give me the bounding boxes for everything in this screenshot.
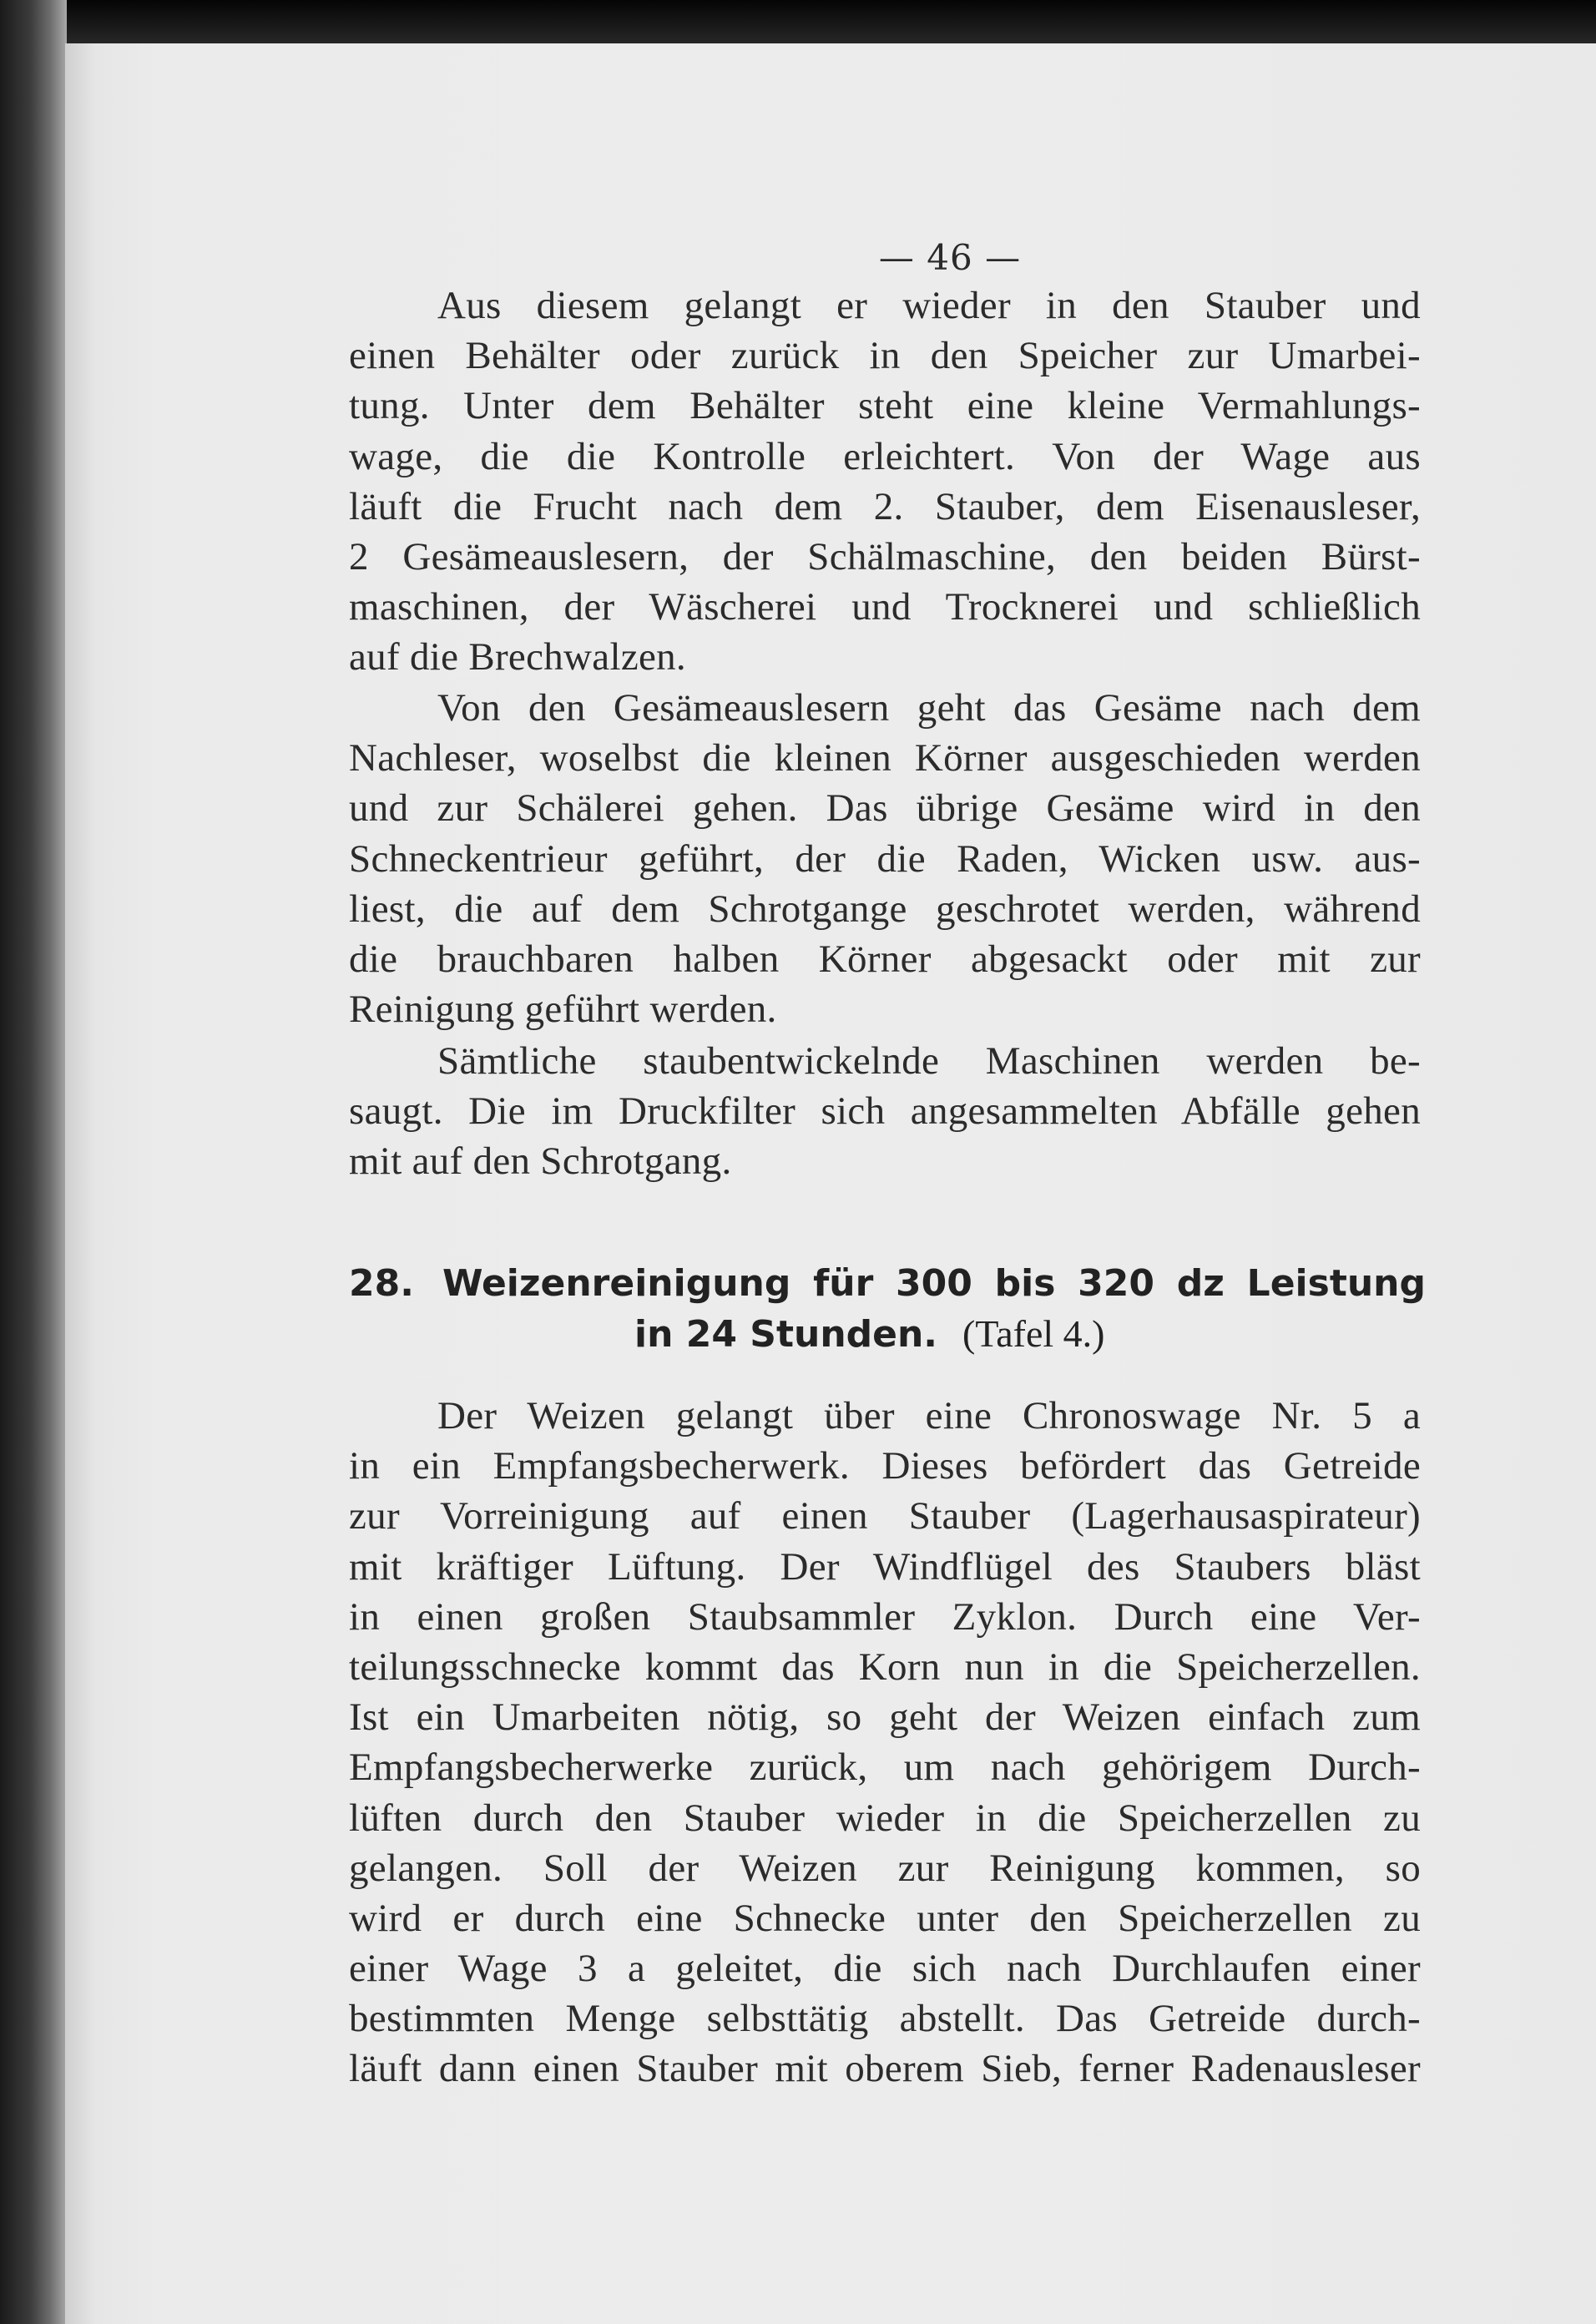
text-line: tung. Unter dem Behälter steht eine kleine Vermahlungs- — [349, 384, 1421, 428]
text-line: Empfangsbecherwerke zurück, um nach gehörigem Durch- — [349, 1746, 1421, 1790]
paragraph-1 — [349, 280, 1421, 683]
text-line: liest, die auf dem Schrotgange geschrotet werden, während — [349, 887, 1421, 931]
text-line: Reinigung geführt werden. — [349, 988, 777, 1032]
scan-top-edge — [0, 0, 1596, 48]
text-line: mit auf den Schrotgang. — [349, 1139, 732, 1184]
text-line: die brauchbaren halben Körner abgesackt oder mit zur — [349, 937, 1421, 981]
text-line: wage, die die Kontrolle erleichtert. Von der Wage aus — [349, 434, 1421, 478]
paragraph-4 — [349, 1391, 1421, 2094]
section-heading-line-1 — [349, 1259, 1426, 1309]
text-line: gelangen. Soll der Weizen zur Reinigung kommen, so — [349, 1846, 1421, 1890]
text-line: in ein Empfangsbecherwerk. Dieses befördert das Getreide — [349, 1444, 1421, 1488]
text-line: Sämtliche staubentwickelnde Maschinen werden be- — [437, 1039, 1421, 1083]
text-line: maschinen, der Wäscherei und Trocknerei und schließlich — [349, 585, 1421, 629]
text-line: saugt. Die im Druckfilter sich angesammelten Abfälle gehen — [349, 1089, 1421, 1134]
section-title-line-2: in 24 Stunden. — [634, 1313, 938, 1356]
text-line: Aus diesem gelangt er wieder in den Stauber und — [437, 284, 1421, 327]
text-line: einer Wage 3 a geleitet, die sich nach Durchlaufen einer — [349, 1947, 1421, 1991]
text-line: lüften durch den Stauber wieder in die Speicherzellen zu — [349, 1796, 1421, 1840]
paragraph-2 — [349, 683, 1421, 1034]
section-number: 28. — [349, 1262, 414, 1305]
text-line: einen Behälter oder zurück in den Speicher zur Umarbei- — [349, 334, 1421, 378]
paragraph-3 — [349, 1036, 1421, 1187]
text-line: Nachleser, woselbst die kleinen Körner ausgeschieden werden — [349, 736, 1421, 781]
book-spine-shadow — [0, 0, 67, 2324]
page-number: — 46 — — [878, 237, 1022, 278]
text-line: Schneckentrieur geführt, der die Raden, Wicken usw. aus- — [349, 836, 1421, 881]
text-line: mit kräftiger Lüftung. Der Windflügel des Staubers bläst — [349, 1544, 1421, 1589]
text-line: und zur Schälerei gehen. Das übrige Gesäme wird in den — [349, 786, 1421, 831]
text-line: läuft dann einen Stauber mit oberem Sieb, ferner Radenausleser — [349, 2047, 1421, 2091]
text-line: teilungsschnecke kommt das Korn nun in die Speicherzellen. — [349, 1644, 1421, 1689]
text-line: 2 Gesämeauslesern, der Schälmaschine, den beiden Bürst- — [349, 534, 1421, 578]
text-line: in einen großen Staubsammler Zyklon. Durch eine Ver- — [349, 1594, 1421, 1639]
text-line: zur Vorreinigung auf einen Stauber (Lagerhausaspirateur) — [349, 1494, 1421, 1538]
text-line: bestimmten Menge selbsttätig abstellt. Das Getreide durch- — [349, 1997, 1421, 2041]
section-heading — [349, 1259, 1426, 1360]
text-line: läuft die Frucht nach dem 2. Stauber, dem Eisenausleser, — [349, 484, 1421, 528]
text-line: Ist ein Umarbeiten nötig, so geht der Weizen einfach zum — [349, 1695, 1421, 1740]
plate-reference: (Tafel 4.) — [962, 1312, 1105, 1355]
section-heading-line-2 — [349, 1309, 1426, 1360]
text-line: Von den Gesämeauslesern geht das Gesäme nach dem — [437, 686, 1421, 730]
text-line: wird er durch eine Schnecke unter den Speicherzellen zu — [349, 1896, 1421, 1940]
text-line: Der Weizen gelangt über eine Chronoswage Nr. 5 a — [437, 1394, 1421, 1437]
text-line: auf die Brechwalzen. — [349, 635, 686, 680]
section-title-line-1: Weizenreinigung für 300 bis 320 dz Leistung — [442, 1262, 1426, 1305]
